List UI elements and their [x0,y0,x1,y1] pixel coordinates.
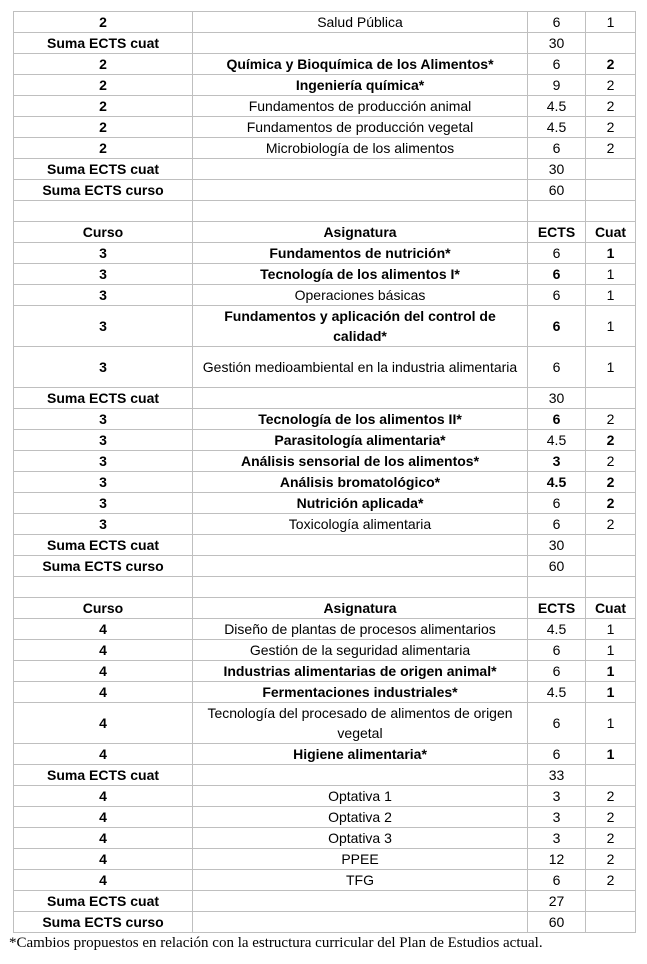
table-row [14,493,636,514]
ects-cell: 3 [528,786,586,807]
subject-cell: Gestión de la seguridad alimentaria [193,640,528,661]
header-row [14,222,636,243]
semester-cell: 1 [586,243,636,264]
sum-row [14,180,636,201]
ects-cell: 27 [528,891,586,912]
semester-cell: 1 [586,619,636,640]
course-cell: Suma ECTS cuat [14,33,193,54]
ects-cell: 6 [528,54,586,75]
course-cell: 2 [14,138,193,159]
table-row [14,849,636,870]
course-cell: Suma ECTS curso [14,556,193,577]
ects-cell: 6 [528,640,586,661]
ects-cell: 6 [528,138,586,159]
ects-cell: 4.5 [528,117,586,138]
subject-cell [193,535,528,556]
course-cell: 3 [14,347,193,388]
semester-cell: 2 [586,849,636,870]
subject-cell [193,388,528,409]
table-row [14,640,636,661]
course-cell: 4 [14,661,193,682]
course-cell: Suma ECTS cuat [14,535,193,556]
ects-cell: 12 [528,849,586,870]
semester-cell [586,201,636,222]
course-cell: Curso [14,598,193,619]
semester-cell [586,388,636,409]
subject-cell: Microbiología de los alimentos [193,138,528,159]
course-cell: 3 [14,451,193,472]
ects-cell: ECTS [528,598,586,619]
table-row [14,682,636,703]
ects-cell [528,201,586,222]
ects-cell: 6 [528,493,586,514]
semester-cell: 2 [586,807,636,828]
curriculum-table-container [13,11,636,933]
subject-cell: Nutrición aplicada* [193,493,528,514]
sum-row [14,556,636,577]
ects-cell: 6 [528,306,586,347]
table-row [14,472,636,493]
ects-cell: 6 [528,870,586,891]
course-cell: 2 [14,12,193,33]
table-row [14,661,636,682]
semester-cell: 2 [586,870,636,891]
subject-cell: Optativa 3 [193,828,528,849]
table-row [14,619,636,640]
table-row [14,285,636,306]
table-row [14,243,636,264]
subject-cell [193,765,528,786]
subject-cell [193,180,528,201]
sum-row [14,765,636,786]
ects-cell: 6 [528,285,586,306]
table-row [14,117,636,138]
ects-cell: 3 [528,828,586,849]
course-cell: Suma ECTS cuat [14,388,193,409]
ects-cell: 3 [528,451,586,472]
semester-cell: 2 [586,54,636,75]
course-cell: 3 [14,243,193,264]
table-row [14,75,636,96]
table-row [14,409,636,430]
ects-cell: 9 [528,75,586,96]
semester-cell: 2 [586,472,636,493]
course-cell: 4 [14,870,193,891]
semester-cell: 1 [586,12,636,33]
ects-cell: 6 [528,409,586,430]
ects-cell: 4.5 [528,430,586,451]
subject-cell: Fundamentos de nutrición* [193,243,528,264]
course-cell: 3 [14,514,193,535]
ects-cell: 6 [528,514,586,535]
semester-cell: 2 [586,786,636,807]
subject-cell: Diseño de plantas de procesos alimentarios [193,619,528,640]
subject-cell: Tecnología de los alimentos II* [193,409,528,430]
blank-row [14,201,636,222]
course-cell: 4 [14,828,193,849]
semester-cell: 2 [586,451,636,472]
semester-cell [586,159,636,180]
course-cell: 4 [14,640,193,661]
course-cell: Suma ECTS cuat [14,159,193,180]
subject-cell: Tecnología de los alimentos I* [193,264,528,285]
course-cell: 3 [14,306,193,347]
course-cell: 4 [14,682,193,703]
subject-cell: Operaciones básicas [193,285,528,306]
sum-row [14,535,636,556]
table-row [14,786,636,807]
semester-cell: 1 [586,306,636,347]
course-cell: 2 [14,75,193,96]
subject-cell: Tecnología del procesado de alimentos de origen vegetal [193,703,528,744]
ects-cell: 30 [528,388,586,409]
ects-cell: 60 [528,912,586,933]
semester-cell: 2 [586,493,636,514]
semester-cell: 2 [586,75,636,96]
table-row [14,12,636,33]
curriculum-table-body [14,12,636,933]
semester-cell: 1 [586,347,636,388]
semester-cell: 2 [586,96,636,117]
course-cell: Suma ECTS curso [14,180,193,201]
header-row [14,598,636,619]
course-cell: 4 [14,703,193,744]
subject-cell: Química y Bioquímica de los Alimentos* [193,54,528,75]
table-row [14,451,636,472]
semester-cell: 1 [586,640,636,661]
ects-cell: 60 [528,556,586,577]
table-row [14,138,636,159]
subject-cell: Análisis sensorial de los alimentos* [193,451,528,472]
table-row [14,828,636,849]
subject-cell: Gestión medioambiental en la industria alimentaria [193,347,528,388]
table-row [14,347,636,388]
table-row [14,54,636,75]
sum-row [14,388,636,409]
semester-cell: 2 [586,409,636,430]
semester-cell: 1 [586,682,636,703]
course-cell: 2 [14,54,193,75]
subject-cell [193,33,528,54]
subject-cell: Análisis bromatológico* [193,472,528,493]
subject-cell [193,891,528,912]
subject-cell: Ingeniería química* [193,75,528,96]
subject-cell: Fundamentos de producción vegetal [193,117,528,138]
table-row [14,264,636,285]
course-cell: 4 [14,849,193,870]
ects-cell: 4.5 [528,682,586,703]
sum-row [14,159,636,180]
semester-cell: 2 [586,514,636,535]
sum-row [14,891,636,912]
course-cell [14,577,193,598]
blank-row [14,577,636,598]
sum-row [14,33,636,54]
ects-cell: 60 [528,180,586,201]
subject-cell: TFG [193,870,528,891]
course-cell [14,201,193,222]
course-cell: 3 [14,285,193,306]
semester-cell: Cuat [586,222,636,243]
table-row [14,96,636,117]
semester-cell: 1 [586,264,636,285]
table-row [14,870,636,891]
course-cell: 2 [14,96,193,117]
semester-cell: 2 [586,117,636,138]
subject-cell: Asignatura [193,222,528,243]
semester-cell: 1 [586,703,636,744]
semester-cell: 2 [586,138,636,159]
ects-cell: 4.5 [528,472,586,493]
subject-cell: Asignatura [193,598,528,619]
table-row [14,744,636,765]
course-cell: Suma ECTS curso [14,912,193,933]
subject-cell [193,201,528,222]
ects-cell: 6 [528,347,586,388]
table-row [14,703,636,744]
semester-cell: 1 [586,661,636,682]
course-cell: 2 [14,117,193,138]
ects-cell [528,577,586,598]
semester-cell [586,556,636,577]
subject-cell: PPEE [193,849,528,870]
course-cell: 3 [14,472,193,493]
semester-cell [586,577,636,598]
course-cell: 3 [14,409,193,430]
course-cell: 3 [14,493,193,514]
semester-cell [586,33,636,54]
ects-cell: 30 [528,535,586,556]
ects-cell: ECTS [528,222,586,243]
subject-cell: Fundamentos de producción animal [193,96,528,117]
semester-cell: 2 [586,828,636,849]
course-cell: Suma ECTS cuat [14,891,193,912]
ects-cell: 3 [528,807,586,828]
ects-cell: 30 [528,159,586,180]
ects-cell: 6 [528,12,586,33]
semester-cell: Cuat [586,598,636,619]
course-cell: 4 [14,619,193,640]
semester-cell [586,180,636,201]
ects-cell: 6 [528,744,586,765]
course-cell: 3 [14,430,193,451]
ects-cell: 6 [528,703,586,744]
semester-cell [586,891,636,912]
subject-cell: Optativa 2 [193,807,528,828]
course-cell: Suma ECTS cuat [14,765,193,786]
ects-cell: 33 [528,765,586,786]
subject-cell: Industrias alimentarias de origen animal* [193,661,528,682]
subject-cell [193,912,528,933]
subject-cell: Toxicología alimentaria [193,514,528,535]
semester-cell [586,765,636,786]
course-cell: 4 [14,786,193,807]
subject-cell: Parasitología alimentaria* [193,430,528,451]
course-cell: 4 [14,807,193,828]
ects-cell: 30 [528,33,586,54]
ects-cell: 6 [528,661,586,682]
subject-cell [193,556,528,577]
course-cell: 4 [14,744,193,765]
semester-cell [586,912,636,933]
curriculum-table [13,11,636,933]
ects-cell: 6 [528,243,586,264]
course-cell: Curso [14,222,193,243]
course-cell: 3 [14,264,193,285]
subject-cell [193,577,528,598]
subject-cell: Optativa 1 [193,786,528,807]
table-row [14,430,636,451]
subject-cell: Fermentaciones industriales* [193,682,528,703]
table-row [14,514,636,535]
subject-cell: Higiene alimentaria* [193,744,528,765]
semester-cell: 2 [586,430,636,451]
subject-cell [193,159,528,180]
sum-row [14,912,636,933]
ects-cell: 4.5 [528,619,586,640]
subject-cell: Fundamentos y aplicación del control de calidad* [193,306,528,347]
subject-cell: Salud Pública [193,12,528,33]
table-row [14,807,636,828]
semester-cell: 1 [586,744,636,765]
ects-cell: 4.5 [528,96,586,117]
semester-cell: 1 [586,285,636,306]
table-row [14,306,636,347]
footnote: *Cambios propuestos en relación con la estructura curricular del Plan de Estudios actual. [9,935,543,951]
ects-cell: 6 [528,264,586,285]
semester-cell [586,535,636,556]
